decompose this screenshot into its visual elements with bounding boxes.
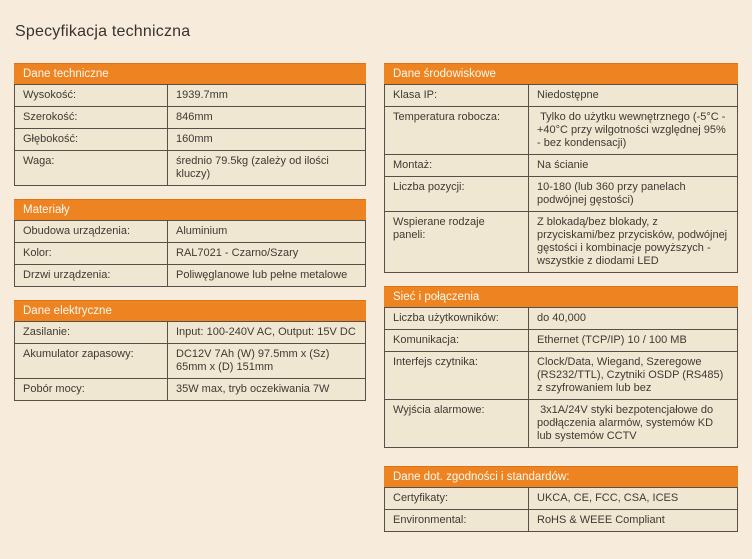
spec-table-dane-elektryczne — [14, 300, 366, 401]
table-row — [15, 343, 365, 378]
table-row — [15, 242, 365, 264]
table-body — [384, 307, 738, 448]
table-row — [385, 308, 737, 329]
row-label: Komunikacja: — [385, 330, 529, 351]
row-value: Ethernet (TCP/IP) 10 / 100 MB — [529, 330, 737, 351]
table-body — [14, 321, 366, 401]
table-row — [15, 378, 365, 400]
spec-table-materialy — [14, 199, 366, 287]
table-row — [385, 509, 737, 531]
row-label: Akumulator zapasowy: — [15, 344, 168, 378]
row-label: Wspierane rodzaje paneli: — [385, 212, 529, 272]
table-row — [15, 85, 365, 106]
row-label: Głębokość: — [15, 129, 168, 150]
table-row — [385, 399, 737, 447]
table-header-dane-srodowiskowe: Dane środowiskowe — [384, 63, 738, 84]
table-body — [384, 84, 738, 273]
row-label: Drzwi urządzenia: — [15, 265, 168, 286]
row-value: 846mm — [168, 107, 365, 128]
table-row — [385, 211, 737, 272]
row-value: Aluminium — [168, 221, 365, 242]
row-value: 35W max, tryb oczekiwania 7W — [168, 379, 365, 400]
row-value: 3x1A/24V styki bezpotencjałowe do podłączenia alarmów, systemów KD lub systemów CCTV — [529, 400, 737, 447]
row-label: Szerokość: — [15, 107, 168, 128]
row-label: Environmental: — [385, 510, 529, 531]
row-value: UKCA, CE, FCC, CSA, ICES — [529, 488, 737, 509]
row-value: średnio 79.5kg (zależy od ilości kluczy) — [168, 151, 365, 185]
table-row — [385, 488, 737, 509]
table-row — [385, 85, 737, 106]
row-value: Niedostępne — [529, 85, 737, 106]
table-row — [15, 106, 365, 128]
row-label: Kolor: — [15, 243, 168, 264]
row-label: Pobór mocy: — [15, 379, 168, 400]
table-header-dane-zgodnosci-i-standardow: Dane dot. zgodności i standardów: — [384, 466, 738, 487]
table-row — [15, 221, 365, 242]
row-label: Montaż: — [385, 155, 529, 176]
spec-table-dane-techniczne — [14, 63, 366, 186]
row-label: Zasilanie: — [15, 322, 168, 343]
row-value: DC12V 7Ah (W) 97.5mm x (Sz) 65mm x (D) 151mm — [168, 344, 365, 378]
table-header-materialy: Materiały — [14, 199, 366, 220]
row-label: Wyjścia alarmowe: — [385, 400, 529, 447]
table-body — [14, 220, 366, 287]
spec-table-siec-i-polaczenia — [384, 286, 738, 448]
row-label: Interfejs czytnika: — [385, 352, 529, 399]
right-column — [384, 63, 738, 545]
table-header-dane-techniczne: Dane techniczne — [14, 63, 366, 84]
row-label: Liczba pozycji: — [385, 177, 529, 211]
table-row — [385, 329, 737, 351]
row-value: Poliwęglanowe lub pełne metalowe — [168, 265, 365, 286]
row-value: Input: 100-240V AC, Output: 15V DC — [168, 322, 365, 343]
row-value: Na ścianie — [529, 155, 737, 176]
table-row — [385, 154, 737, 176]
row-label: Temperatura robocza: — [385, 107, 529, 154]
table-row — [15, 150, 365, 185]
row-value: Tylko do użytku wewnętrznego (-5°C - +40°C przy wilgotności względnej 95% - bez kondensacji) — [529, 107, 737, 154]
row-value: 1939.7mm — [168, 85, 365, 106]
row-value: Clock/Data, Wiegand, Szeregowe (RS232/TTL), Czytniki OSDP (RS485) z szyfrowaniem lub bez — [529, 352, 737, 399]
table-body — [14, 84, 366, 186]
table-row — [15, 128, 365, 150]
table-columns — [14, 63, 738, 545]
table-row — [15, 264, 365, 286]
table-header-siec-i-polaczenia: Sieć i połączenia — [384, 286, 738, 307]
row-label: Obudowa urządzenia: — [15, 221, 168, 242]
row-label: Waga: — [15, 151, 168, 185]
row-value: RoHS & WEEE Compliant — [529, 510, 737, 531]
table-row — [385, 176, 737, 211]
table-row — [385, 351, 737, 399]
row-value: RAL7021 - Czarno/Szary — [168, 243, 365, 264]
left-column — [14, 63, 366, 414]
table-body — [384, 487, 738, 532]
row-value: do 40,000 — [529, 308, 737, 329]
spec-table-dane-zgodnosci-i-standardow — [384, 466, 738, 532]
row-value: 160mm — [168, 129, 365, 150]
row-label: Certyfikaty: — [385, 488, 529, 509]
row-label: Liczba użytkowników: — [385, 308, 529, 329]
row-label: Wysokość: — [15, 85, 168, 106]
row-value: Z blokadą/bez blokady, z przyciskami/bez przycisków, podwójnej gęstości i kombinacje powyższych - wszystkie z diodami LED — [529, 212, 737, 272]
page-title: Specyfikacja techniczna — [15, 23, 191, 40]
table-row — [15, 322, 365, 343]
table-row — [385, 106, 737, 154]
table-header-dane-elektryczne: Dane elektryczne — [14, 300, 366, 321]
row-label: Klasa IP: — [385, 85, 529, 106]
spec-table-dane-srodowiskowe — [384, 63, 738, 273]
row-value: 10-180 (lub 360 przy panelach podwójnej gęstości) — [529, 177, 737, 211]
